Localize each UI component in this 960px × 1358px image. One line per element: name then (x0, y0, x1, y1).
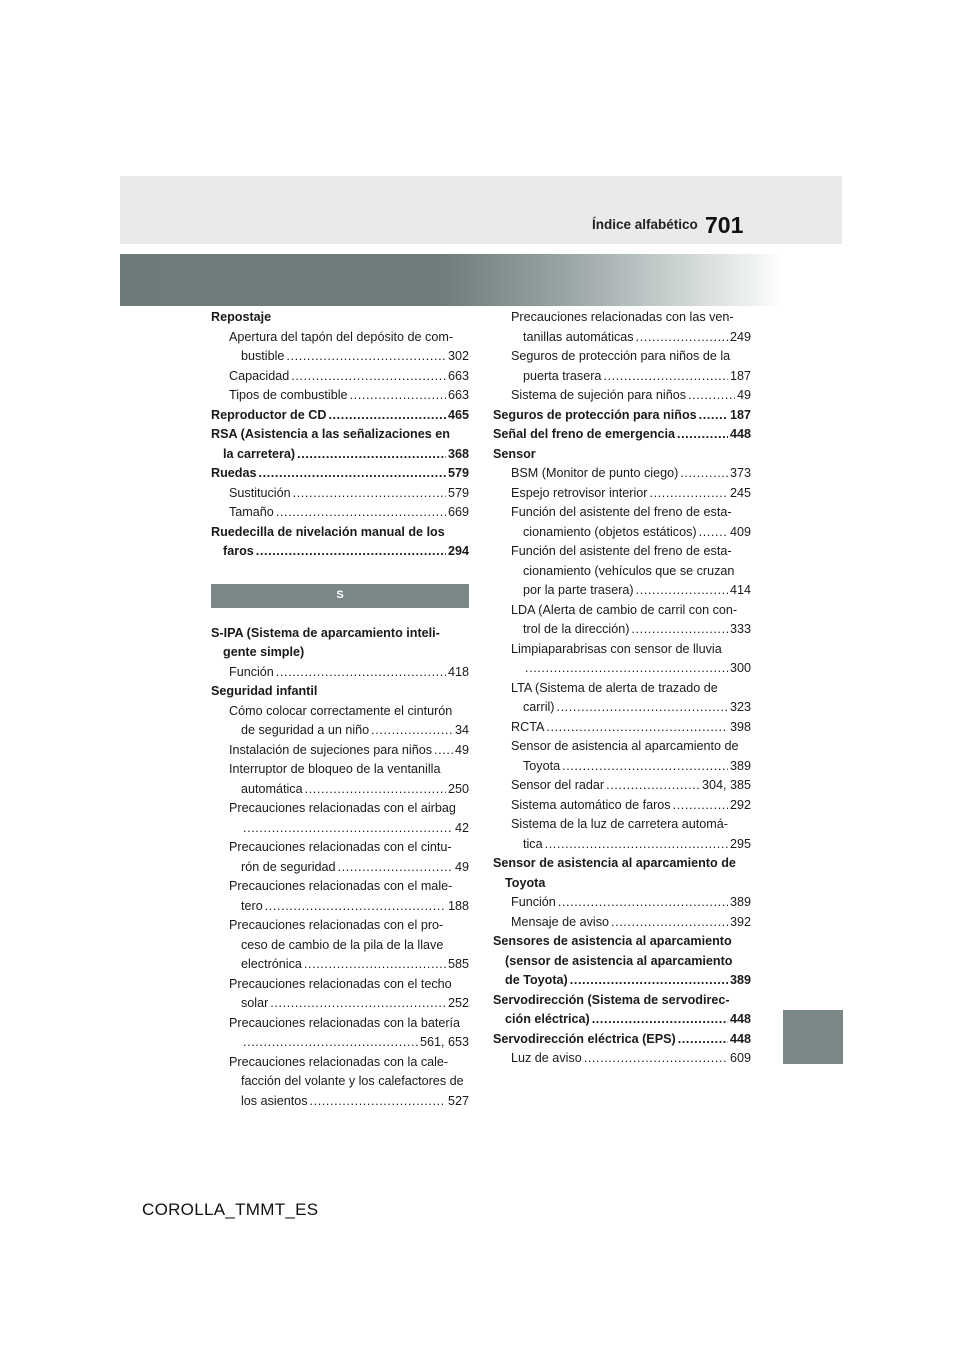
index-line (229, 1033, 469, 1053)
dot-leader (570, 971, 728, 991)
entry-text-line: Precauciones relacionadas con la batería (229, 1015, 461, 1030)
index-line (229, 994, 469, 1014)
page-ref: 409 (729, 524, 751, 539)
dot-leader (276, 663, 446, 683)
index-line (229, 503, 469, 523)
entry-text: Función (229, 664, 274, 679)
entry-text: de seguridad a un niño (241, 723, 370, 737)
dot-leader (562, 757, 728, 777)
index-heading (493, 445, 751, 465)
index-subentry (493, 484, 751, 504)
page-ref: 663 (447, 388, 469, 402)
index-heading (211, 425, 469, 464)
index-line (211, 542, 469, 562)
index-subentry (493, 737, 751, 776)
page-ref: 250 (447, 781, 469, 796)
index-subentry (211, 760, 469, 799)
page-ref: 252 (447, 996, 469, 1010)
page-ref: 669 (447, 505, 469, 519)
index-subentry (211, 328, 469, 367)
page-ref: 389 (729, 973, 751, 987)
index-subentry (493, 601, 751, 640)
index-line (511, 484, 751, 504)
entry-text: Reproductor de CD (211, 407, 327, 422)
index-heading (211, 406, 469, 426)
page-ref: 49 (454, 742, 469, 757)
index-line (493, 971, 751, 991)
index-line (511, 835, 751, 855)
entry-text: ción eléctrica) (505, 1012, 590, 1026)
index-subentry (493, 542, 751, 601)
entry-text-line: S-IPA (Sistema de aparcamiento inteli- (211, 625, 440, 640)
dot-leader (350, 386, 446, 406)
entry-text: Señal del freno de emergencia (493, 427, 675, 441)
index-column-right (493, 308, 751, 1069)
document-id: COROLLA_TMMT_ES (142, 1200, 319, 1219)
index-line (229, 741, 469, 761)
index-subentry (211, 741, 469, 761)
index-subentry (493, 1049, 751, 1069)
page-ref: 609 (729, 1051, 751, 1065)
index-line (511, 698, 751, 718)
dot-leader (673, 796, 728, 816)
index-subentry (211, 503, 469, 523)
page-ref: 188 (447, 898, 469, 913)
dot-leader (297, 445, 446, 465)
entry-text: Sustitución (229, 485, 291, 500)
dot-leader (338, 858, 453, 878)
dot-leader (677, 425, 728, 445)
dot-leader (606, 776, 700, 796)
entry-text-line: Sensor de asistencia al aparcamiento de (493, 856, 736, 870)
index-column-left (211, 308, 469, 1111)
entry-text: BSM (Monitor de punto ciego) (511, 466, 679, 480)
index-line (229, 386, 469, 406)
index-line (229, 484, 469, 504)
page-ref: 389 (729, 758, 751, 773)
dot-leader (293, 484, 446, 504)
entry-text: cionamiento (objetos estáticos) (523, 524, 697, 539)
entry-text-line: Precauciones relacionadas con las ven- (511, 310, 734, 324)
entry-text: Sistema automático de faros (511, 797, 671, 812)
index-heading (493, 1030, 751, 1050)
page-ref: 249 (729, 329, 751, 344)
index-subentry (493, 815, 751, 854)
entry-text: Instalación de sujeciones para niños (229, 742, 433, 757)
dot-leader (680, 464, 728, 484)
dot-leader (243, 1033, 418, 1053)
index-line (493, 406, 751, 426)
index-subentry (211, 877, 469, 916)
page-ref: 294 (447, 544, 469, 558)
page-ref: 187 (729, 407, 751, 422)
page-ref: 389 (729, 895, 751, 909)
dot-leader (649, 484, 728, 504)
entry-text: trol de la dirección) (523, 622, 630, 636)
page-ref: 392 (729, 914, 751, 929)
index-subentry (493, 308, 751, 347)
page-ref: 585 (447, 957, 469, 971)
index-heading (493, 932, 751, 991)
entry-text: Mensaje de aviso (511, 914, 610, 929)
index-line (511, 913, 751, 933)
entry-text-line: Precauciones relacionadas con el male- (229, 879, 453, 893)
dot-leader (304, 955, 446, 975)
index-line (511, 757, 751, 777)
index-heading (211, 624, 469, 663)
entry-text-line: Precauciones relacionadas con el airbag (229, 801, 456, 815)
index-subentry (493, 347, 751, 386)
section-header-s (211, 584, 469, 608)
entry-text-line: gente simple) (223, 645, 305, 659)
index-line (511, 464, 751, 484)
entry-text: Espejo retrovisor interior (511, 485, 648, 500)
entry-text: rón de seguridad (241, 859, 336, 874)
entry-text-line: Precauciones relacionadas con el pro- (229, 918, 444, 932)
page-ref: 663 (447, 368, 469, 383)
entry-text: puerta trasera (523, 368, 602, 383)
dot-leader (256, 542, 446, 562)
page-ref: 579 (447, 485, 469, 500)
index-line (511, 1049, 751, 1069)
index-line (229, 721, 469, 741)
entry-text-line: facción del volante y los calefactores de (241, 1074, 464, 1088)
index-line (511, 718, 751, 738)
dot-leader (611, 913, 728, 933)
index-line (211, 406, 469, 426)
index-subentry (211, 799, 469, 838)
entry-text-line: Toyota (505, 875, 546, 890)
dot-leader (291, 367, 446, 387)
index-line (229, 955, 469, 975)
index-line (511, 523, 751, 543)
index-heading (211, 682, 469, 702)
entry-text-line: Sensor de asistencia al aparcamiento de (511, 739, 739, 753)
index-subentry (211, 484, 469, 504)
page-ref: 49 (736, 388, 751, 402)
dot-leader (636, 581, 728, 601)
index-heading (211, 464, 469, 484)
page-ref: 448 (729, 1012, 751, 1026)
dot-leader (688, 386, 735, 406)
index-line (229, 897, 469, 917)
dot-leader (525, 659, 728, 679)
dot-leader (270, 994, 446, 1014)
page-ref: 49 (454, 859, 469, 874)
dot-leader (558, 893, 728, 913)
index-line (229, 780, 469, 800)
index-line (229, 1092, 469, 1112)
index-line (229, 367, 469, 387)
index-line (511, 893, 751, 913)
dot-leader (678, 1030, 728, 1050)
entry-text: tero (241, 898, 263, 913)
index-subentry (211, 975, 469, 1014)
page-number: 701 (705, 212, 744, 238)
entry-text: Servodirección eléctrica (EPS) (493, 1031, 676, 1046)
dot-leader (243, 819, 453, 839)
index-subentry (211, 838, 469, 877)
index-subentry (211, 367, 469, 387)
page-ref: 561, 653 (419, 1035, 469, 1049)
index-line (511, 367, 751, 387)
dot-leader (631, 620, 728, 640)
index-heading (493, 991, 751, 1030)
dot-leader (556, 698, 728, 718)
index-line (211, 445, 469, 465)
index-subentry (211, 663, 469, 683)
entry-text: Capacidad (229, 368, 290, 383)
page-ref: 245 (729, 485, 751, 500)
page-ref: 414 (729, 583, 751, 597)
dot-leader (310, 1092, 446, 1112)
dot-leader (434, 741, 453, 761)
page-ref: 42 (454, 820, 469, 835)
entry-text: por la parte trasera) (523, 583, 634, 597)
index-subentry (211, 386, 469, 406)
entry-text-line: Precauciones relacionadas con el techo (229, 976, 452, 991)
index-subentry (493, 796, 751, 816)
dot-leader (328, 406, 446, 426)
page-ref: 187 (729, 368, 751, 383)
entry-text: Tamaño (229, 505, 274, 519)
entry-text: automática (241, 781, 303, 796)
entry-text-line: Función del asistente del freno de esta- (511, 544, 732, 558)
dot-leader (265, 897, 446, 917)
index-heading (493, 854, 751, 893)
index-line (493, 1010, 751, 1030)
index-heading (493, 425, 751, 445)
index-subentry (493, 464, 751, 484)
dot-leader (592, 1010, 728, 1030)
index-line (229, 347, 469, 367)
dot-leader (584, 1049, 728, 1069)
entry-text-line: Repostaje (211, 310, 272, 324)
page-ref: 302 (447, 349, 469, 363)
entry-text: Seguros de protección para niños (493, 407, 697, 422)
index-line (229, 663, 469, 683)
entry-text-line: Seguros de protección para niños de la (511, 349, 731, 363)
index-heading (211, 523, 469, 562)
entry-text: los asientos (241, 1093, 308, 1108)
index-heading (211, 308, 469, 328)
entry-text-line: RSA (Asistencia a las señalizaciones en (211, 427, 450, 441)
entry-text-line: Interruptor de bloqueo de la ventanilla (229, 762, 441, 776)
entry-text-line: Cómo colocar correctamente el cinturón (229, 703, 453, 718)
entry-text: la carretera) (223, 446, 296, 461)
entry-text-line: Limpiaparabrisas con sensor de lluvia (511, 641, 722, 656)
entry-text: de Toyota) (505, 973, 568, 987)
entry-text: Ruedas (211, 466, 257, 480)
entry-text: electrónica (241, 957, 302, 971)
decorative-banner (120, 254, 842, 306)
entry-text: Luz de aviso (511, 1051, 582, 1065)
index-line (511, 328, 751, 348)
index-subentry (211, 1014, 469, 1053)
index-line (229, 819, 469, 839)
entry-text: bustible (241, 349, 285, 363)
entry-text: Función (511, 895, 556, 909)
dot-leader (259, 464, 446, 484)
index-subentry (493, 386, 751, 406)
entry-text: tanillas automáticas (523, 329, 634, 344)
index-line (511, 386, 751, 406)
entry-text: solar (241, 996, 269, 1010)
index-subentry (211, 1053, 469, 1112)
entry-text: carril) (523, 700, 555, 714)
entry-text-line: Sensores de asistencia al aparcamiento (493, 934, 732, 948)
dot-leader (286, 347, 446, 367)
index-subentry (493, 893, 751, 913)
entry-text: RCTA (511, 719, 545, 734)
dot-leader (276, 503, 446, 523)
entry-text: Sensor del radar (511, 778, 605, 792)
index-line (511, 776, 751, 796)
entry-text-line: Apertura del tapón del depósito de com- (229, 329, 454, 344)
entry-text-line: ceso de cambio de la pila de la llave (241, 937, 444, 952)
dot-leader (305, 780, 446, 800)
entry-text-line: LDA (Alerta de cambio de carril con con- (511, 602, 738, 617)
page-ref: 300 (729, 661, 751, 675)
dot-leader (636, 328, 728, 348)
entry-text: Toyota (523, 758, 561, 773)
dot-leader (371, 721, 453, 741)
page-ref: 448 (729, 1031, 751, 1046)
page-ref: 304, 385 (701, 778, 751, 792)
dot-leader (546, 718, 728, 738)
entry-text-line: Sistema de la luz de carretera automá- (511, 817, 728, 831)
index-line (229, 858, 469, 878)
index-subentry (493, 718, 751, 738)
entry-text-line: LTA (Sistema de alerta de trazado de (511, 680, 718, 695)
entry-text-line: Precauciones relacionadas con la cale- (229, 1054, 449, 1069)
page-ref: 448 (729, 427, 751, 441)
entry-text: faros (223, 544, 254, 558)
index-subentry (493, 776, 751, 796)
entry-text: tica (523, 836, 543, 851)
dot-leader (699, 406, 728, 426)
page-ref: 465 (447, 407, 469, 422)
section-letter: S (336, 588, 344, 601)
entry-text-line: Sensor (493, 446, 536, 461)
entry-text-line: Ruedecilla de nivelación manual de los (211, 524, 445, 539)
page-ref: 527 (447, 1093, 469, 1108)
index-line (493, 425, 751, 445)
index-subentry (493, 913, 751, 933)
page-ref: 34 (454, 723, 469, 737)
index-line (493, 1030, 751, 1050)
page-ref: 398 (729, 719, 751, 734)
entry-text-line: (sensor de asistencia al aparcamiento (505, 953, 733, 968)
index-subentry (211, 702, 469, 741)
index-subentry (493, 640, 751, 679)
page-ref: 292 (729, 797, 751, 812)
entry-text-line: Servodirección (Sistema de servodirec- (493, 992, 730, 1007)
index-subentry (493, 503, 751, 542)
index-line (511, 620, 751, 640)
entry-text-line: Precauciones relacionadas con el cintu- (229, 840, 452, 854)
dot-leader (603, 367, 728, 387)
index-subentry (211, 916, 469, 975)
dot-leader (699, 523, 728, 543)
page-ref: 368 (447, 446, 469, 461)
page-ref: 323 (729, 700, 751, 714)
index-line (211, 464, 469, 484)
page-ref: 333 (729, 622, 751, 636)
index-line (511, 659, 751, 679)
page-ref: 373 (729, 466, 751, 480)
page-ref: 579 (447, 466, 469, 480)
index-line (511, 581, 751, 601)
index-line (511, 796, 751, 816)
dot-leader (545, 835, 728, 855)
entry-text-line: Seguridad infantil (211, 684, 318, 698)
entry-text-line: Función del asistente del freno de esta- (511, 505, 732, 519)
entry-text: Sistema de sujeción para niños (511, 388, 687, 402)
entry-text-line: cionamiento (vehículos que se cruzan (523, 563, 735, 578)
page-ref: 418 (447, 664, 469, 679)
index-subentry (493, 679, 751, 718)
index-heading (493, 406, 751, 426)
page-ref: 295 (729, 836, 751, 851)
entry-text: Tipos de combustible (229, 388, 348, 402)
thumb-index-tab (783, 1010, 843, 1064)
header-title: Índice alfabético (592, 217, 698, 232)
